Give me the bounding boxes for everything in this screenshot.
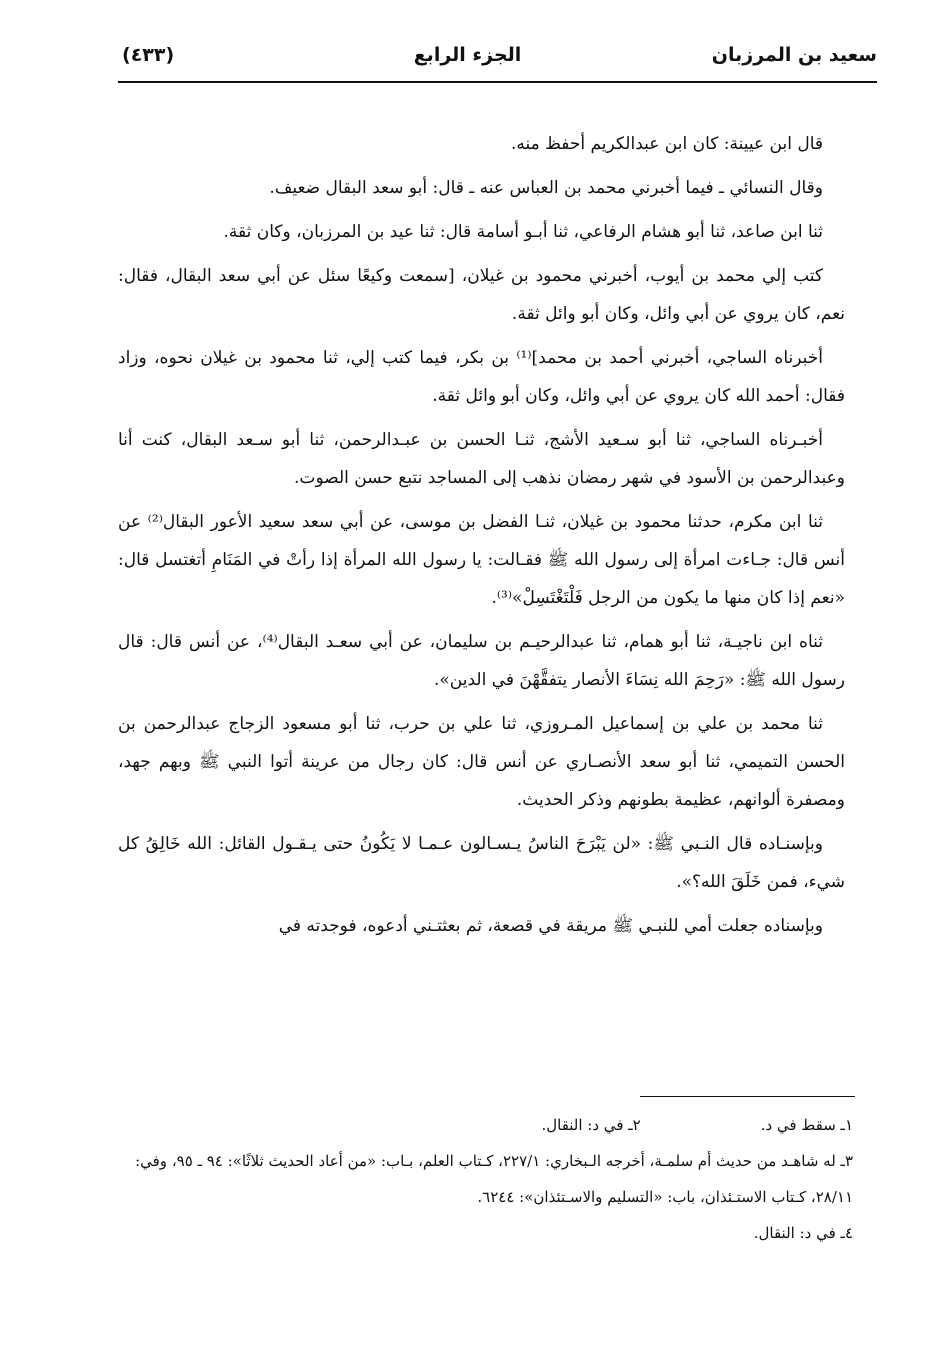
footnote-4: ٤ـ في د: النقال.: [753, 1224, 853, 1242]
paragraph: كتب إلي محمد بن أيوب، أخبرني محمود بن غيلان، [سمعت وكيعًا سئل عن أبي سعد البقال، فقال: نعم، كان يروي عن أبي وائل، وكان أبو وائل ثقة.: [118, 266, 845, 324]
footnotes: [120, 1107, 853, 1251]
running-header-title: الجزء الرابع: [413, 44, 522, 66]
main-text: [118, 125, 845, 951]
footnote-2: ٢ـ في د: النقال.: [541, 1116, 641, 1134]
running-header-author: سعيد بن المرزبان: [711, 44, 877, 66]
paragraph: وبإسناده جعلت أمي للنبـي ﷺ مريقة في قصعة، ثم بعثتـني أدعوه، فوجدته في: [278, 916, 823, 936]
paragraph: ثنا محمد بن علي بن إسماعيل المـروزي، ثنا علي بن حرب، ثنا أبو مسعود الزجاج عبدالرحمن بن الحسن التميمي، ثنا أبو سعد الأنصـاري عن أنس قال: كان رجال من عرينة أتوا النبي ﷺ وبهم جهد، ومصفرة ألوانهم، عظيمة بطونهم وذكر الحديث.: [118, 714, 845, 810]
footnote-rule: [640, 1096, 855, 1097]
footnote-1: ١ـ سقط في د.: [760, 1116, 853, 1134]
header-rule: [118, 81, 877, 83]
paragraph: قال ابن عيينة: كان ابن عبدالكريم أحفظ منه.: [510, 134, 823, 154]
paragraph: وبإسنـاده قال النـبي ﷺ: «لن يَبْرَحَ الناسُ يـسـالون عـمـا لا يَكُونُ حتى يـقـول القائل: الله خَالِقُ كل شيء، فمن خَلَقَ الله؟».: [118, 834, 845, 892]
page-number: (٤٣٣): [122, 44, 175, 66]
paragraph: ثنا ابن صاعد، ثنا أبو هشام الرفاعي، ثنا أبـو أسامة قال: ثنا عيد بن المرزبان، وكان ثقة.: [223, 222, 823, 242]
paragraph: ثنا ابن مكرم، حدثنا محمود بن غيلان، ثنـا الفضل بن موسى، عن أبي سعد سعيد الأعور البقال⁽²⁾ عن أنس قال: جـاءت امرأة إلى رسول الله ﷺ فقـالت: يا رسول الله المرأة إذا رأتْ في المَنَامِ أتغتسل قال: «نعم إذا كان منها ما يكون من الرجل فَلْتَغْتَسِلْ»⁽³⁾.: [118, 512, 845, 608]
paragraph: ثناه ابن ناجيـة، ثنا أبو همام، ثنا عبدالرحيـم بن سليمان، عن أبي سعـد البقال⁽⁴⁾، عن أنس قال: قال رسول الله ﷺ: «رَحِمَ الله نِسَاءَ الأنصار يتفقَّهْنَ في الدين».: [118, 632, 845, 690]
paragraph: أخبـرناه الساجي، ثنا أبو سـعيد الأشج، ثنـا الحسن بن عبـدالرحمن، ثنا أبو سـعد البقال، كنت أنا وعبدالرحمن بن الأسود في شهر رمضان نذهب إلى المساجد نتبع حسن الصوت.: [118, 430, 845, 488]
paragraph: أخبرناه الساجي، أخبرني أحمد بن محمد]⁽¹⁾ بن بكر، فيما كتب إلي، ثنا محمود بن غيلان نحوه، وزاد فقال: أحمد الله كان يروي عن أبي وائل، وكان أبو وائل ثقة.: [118, 348, 845, 406]
footnote-row: [120, 1107, 853, 1143]
footnote-3: ٣ـ له شاهـد من حديث أم سلمـة، أخرجه الـبخاري: ٢٢٧/١، كـتاب العلم، بـاب: «من أعاد الحديث ثلاثًا»: ٩٤ ـ ٩٥، وفي: ٢٨/١١، كـتاب الاستـئذان، باب: «التسليم والاسـتئذان»: ٦٢٤٤.: [135, 1152, 853, 1206]
paragraph: وقال النسائي ـ فيما أخبرني محمد بن العباس عنه ـ قال: أبو سعد البقال ضعيف.: [269, 178, 823, 198]
